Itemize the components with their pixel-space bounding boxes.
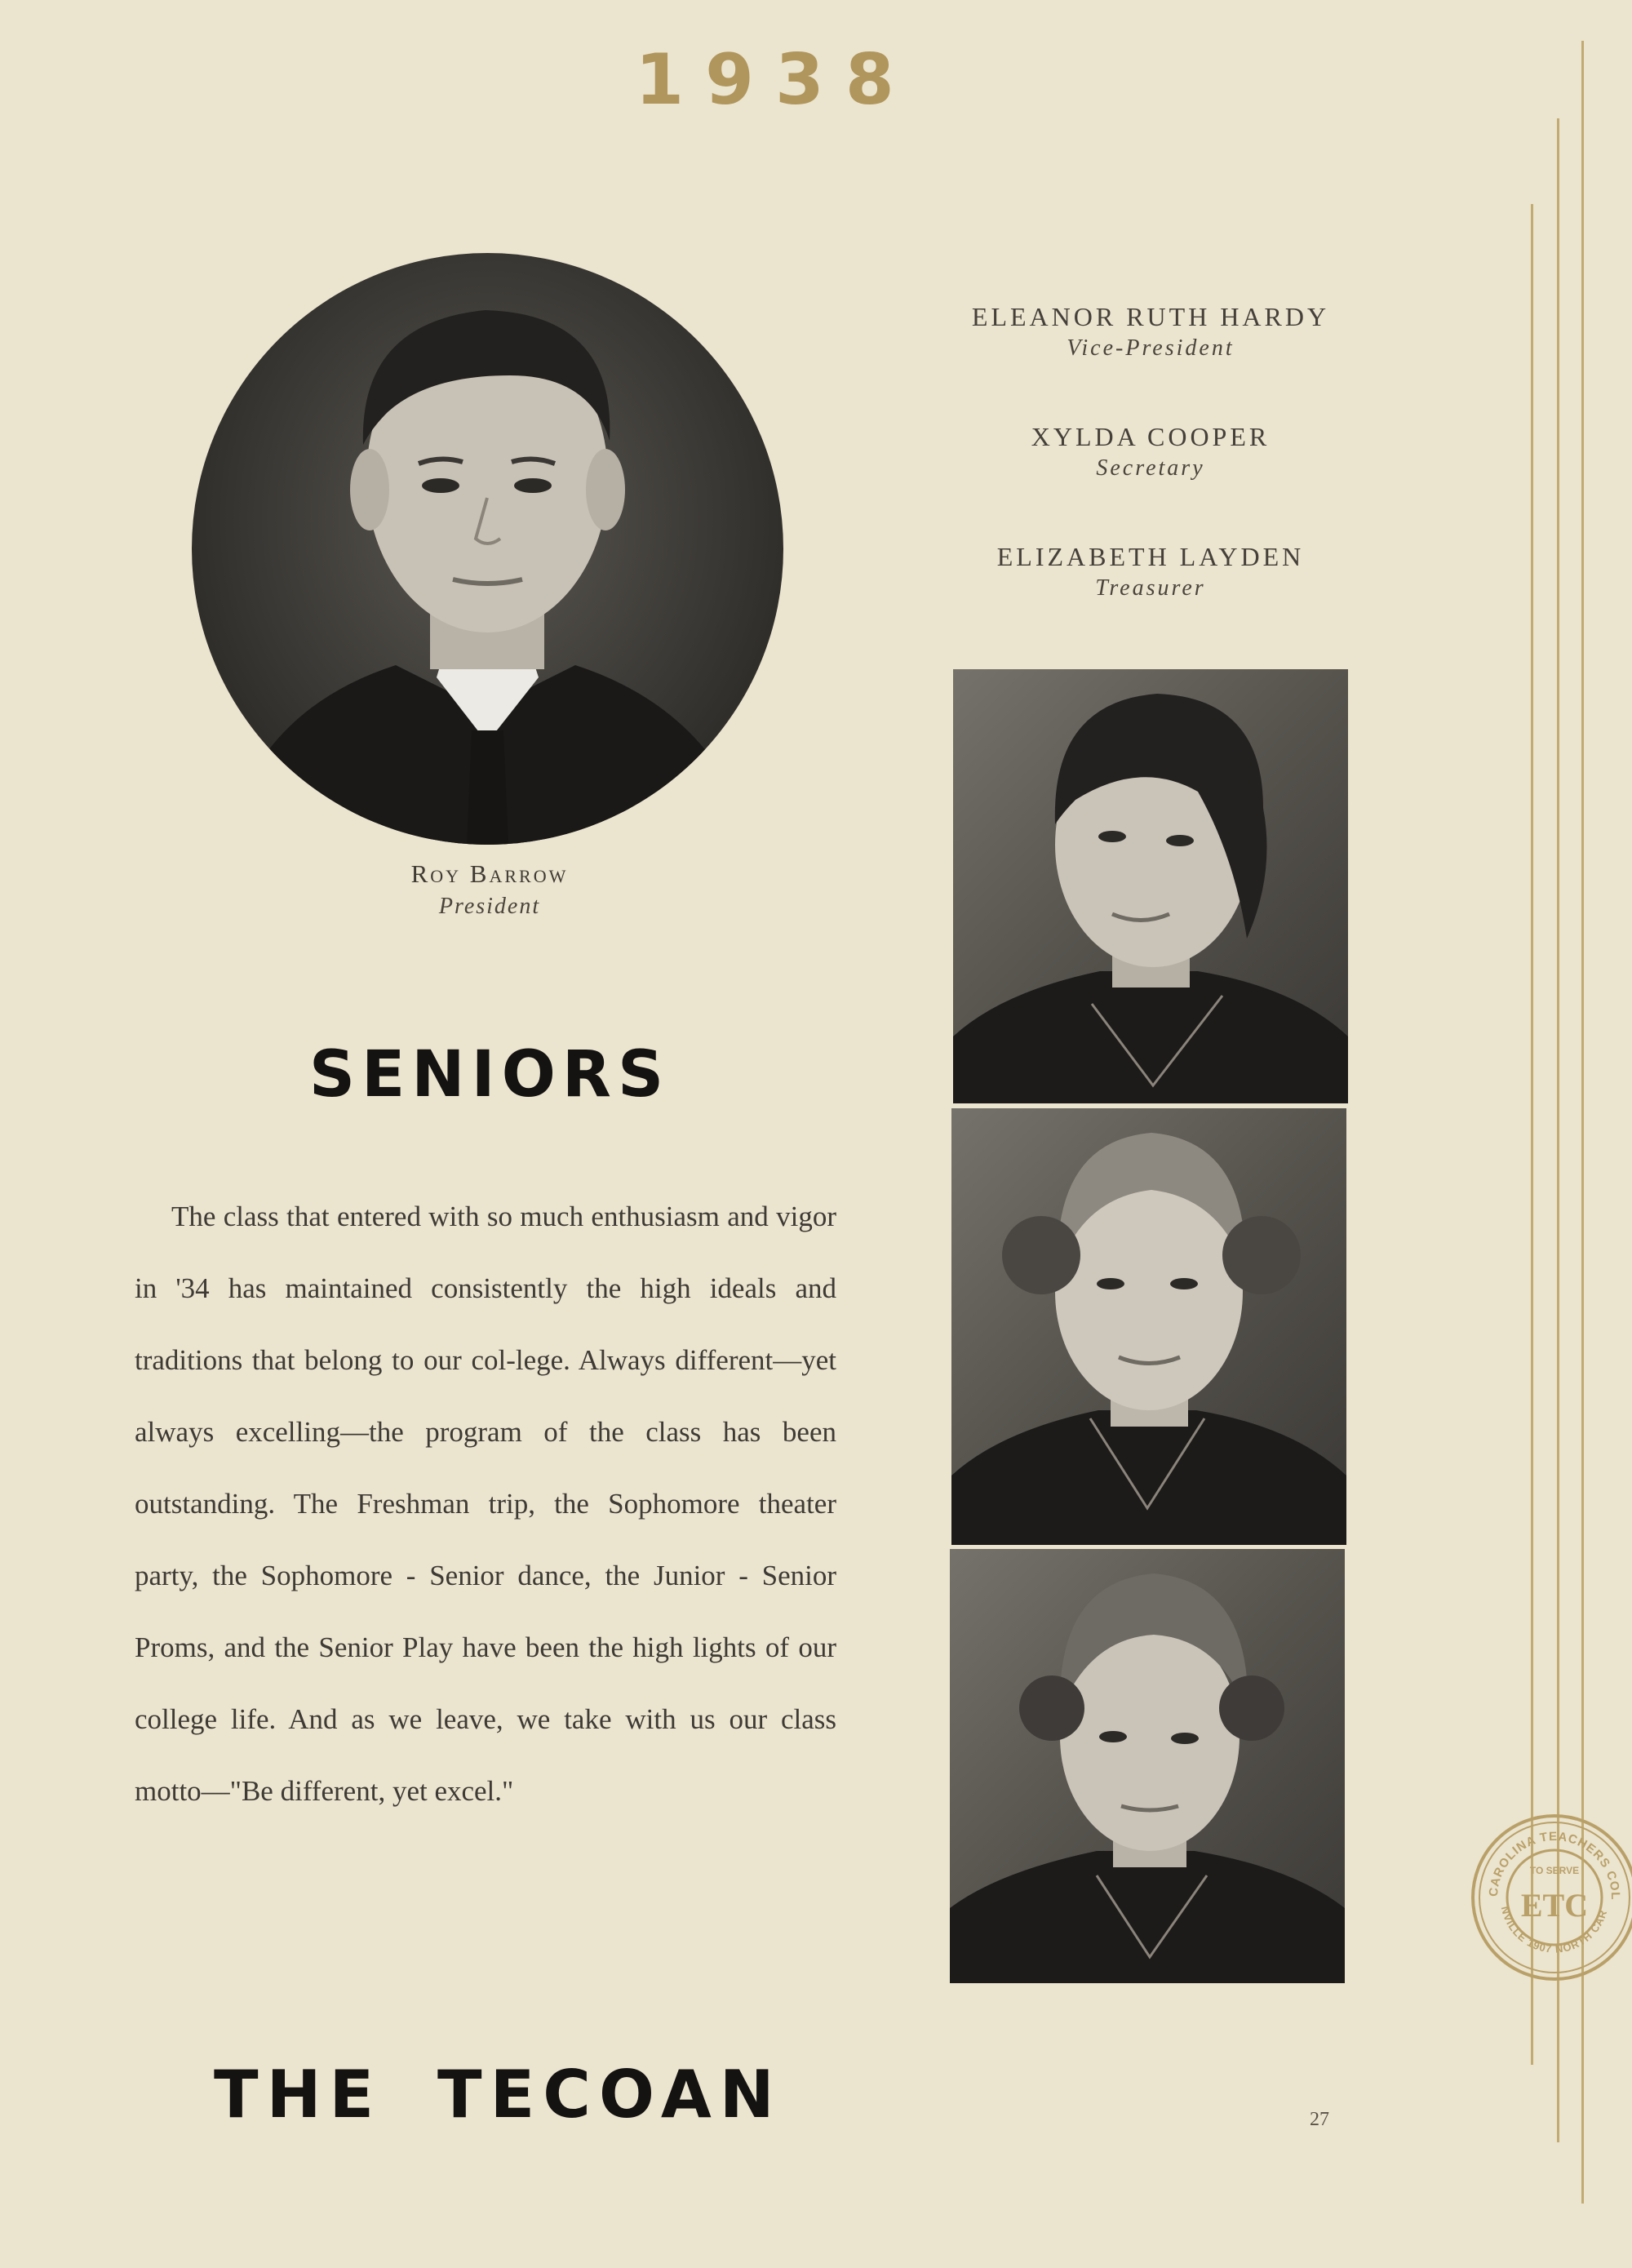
seal-top-text: CAROLINA TEACHERS COL [1486, 1829, 1623, 1901]
treasurer-photo [950, 1549, 1345, 1983]
officer-secretary [914, 422, 1387, 482]
officer-title: Secretary [1096, 455, 1205, 481]
seal-bottom-text: NVILLE 1907 NORTH CAR [1498, 1905, 1610, 1955]
page-number: 27 [1310, 2109, 1329, 2130]
president-title: President [438, 894, 541, 919]
section-body-text: The class that entered with so much enthusiasm and vigor in '34 has maintained consistently the high ideals and traditions that belong to our col-lege. Always different—yet always excelling—the program of the class has been outstanding. The Freshman trip, the Sophomore theater party, the Sophomore - Senior dance, the Junior - Senior Proms, and the Senior Play have been the high lights of our college life. And as we leave, we take with us our class motto—"Be different, yet excel." [135, 1201, 836, 1807]
officer-title: Treasurer [1095, 575, 1206, 601]
officer-name: ELEANOR RUTH HARDY [971, 302, 1330, 331]
president-caption [326, 859, 653, 920]
officer-vice-president [914, 302, 1387, 362]
secretary-photo [951, 1108, 1346, 1545]
seal-monogram: ETC [1520, 1887, 1589, 1924]
officer-name: XYLDA COOPER [1031, 422, 1271, 451]
officer-name: ELIZABETH LAYDEN [996, 542, 1305, 571]
vice-president-photo [953, 669, 1348, 1103]
president-portrait [192, 253, 783, 845]
seal-motto: TO SERVE [1529, 1865, 1580, 1876]
margin-rule [1531, 204, 1533, 2065]
publication-title: THE TECOAN [214, 2057, 783, 2133]
year-heading: 1938 [635, 39, 916, 121]
section-heading: SENIORS [308, 1038, 671, 1112]
president-name: Roy Barrow [410, 859, 569, 888]
college-seal [1469, 1812, 1632, 1983]
officer-title: Vice-President [1067, 335, 1235, 361]
officer-treasurer [914, 542, 1387, 601]
